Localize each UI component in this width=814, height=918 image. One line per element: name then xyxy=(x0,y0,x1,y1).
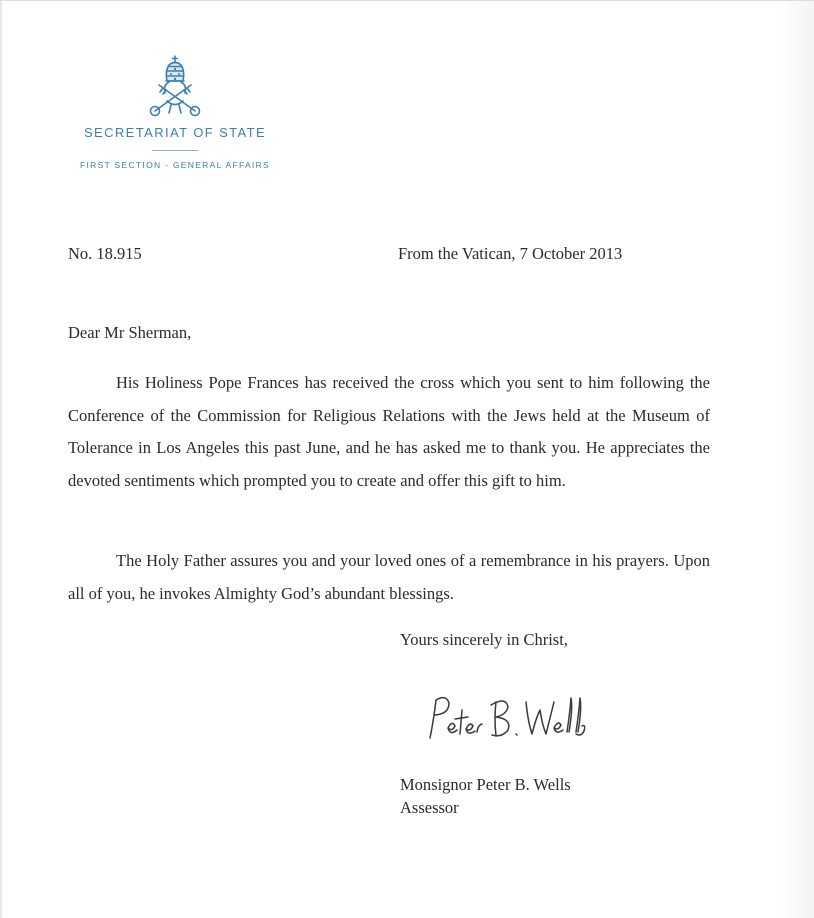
letterhead-divider xyxy=(152,150,198,151)
signer-title: Assessor xyxy=(400,798,459,817)
place-date: From the Vatican, 7 October 2013 xyxy=(398,244,623,263)
salutation: Dear Mr Sherman, xyxy=(68,323,192,342)
letterhead xyxy=(60,55,290,170)
signer-name: Monsignor Peter B. Wells xyxy=(400,775,571,794)
closing: Yours sincerely in Christ, xyxy=(400,630,568,649)
section-name: FIRST SECTION - GENERAL AFFAIRS xyxy=(79,160,271,170)
page-left-edge xyxy=(0,0,2,918)
body-paragraph-2: The Holy Father assures you and your loved ones of a remembrance in his prayers. Upon all of you, he invokes Almighty God’s abundant blessings. xyxy=(68,551,710,603)
office-name: SECRETARIAT OF STATE xyxy=(83,125,267,140)
page-top-edge xyxy=(0,0,814,1)
handwritten-signature xyxy=(422,688,587,746)
body-paragraph-1: His Holiness Pope Frances has received the cross which you sent to him following the Conference of the Commission for Religious Relations with the Jews held at the Museum of Tolerance in Los Angeles this past June, and he has asked me to thank you. He appreciates the devoted sentiments which prompted you to create and offer this gift to him. xyxy=(68,373,710,490)
papal-crest-icon xyxy=(145,55,205,117)
reference-number: No. 18.915 xyxy=(68,244,142,263)
